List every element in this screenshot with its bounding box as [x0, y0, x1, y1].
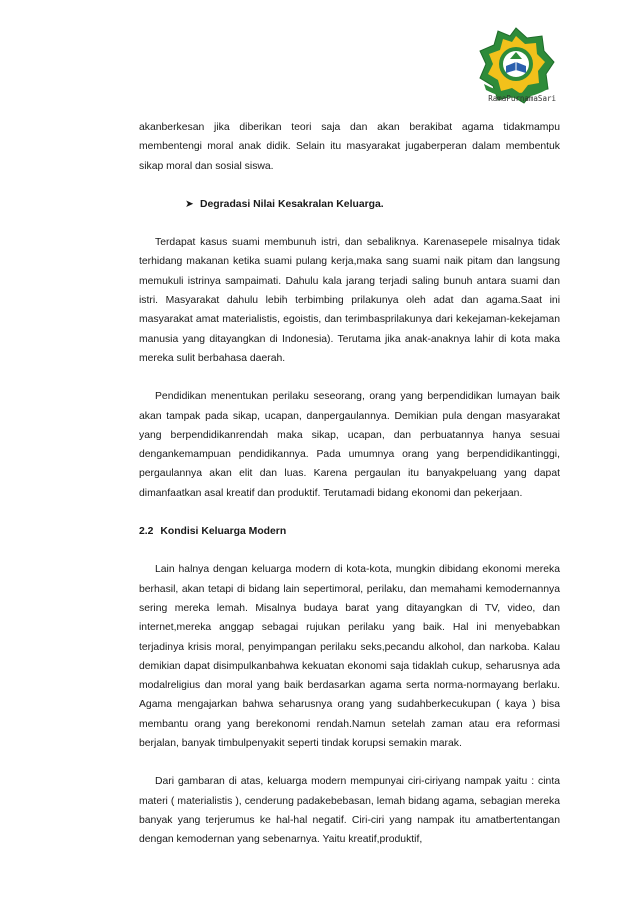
paragraph-5-text: Dari gambaran di atas, keluarga modern mempunyai ciri-ciriyang nampak yaitu : cinta materi ( materialistis ), cenderung padakebebasan, lemah bidang agama, sebagian mereka banyak yang terjerumus ke hal-hal negatif. Ciri-ciri yang nampak itu amatbertentangan dengan kemodernan yang sebenarnya. Yaitu kreatif,produktif, [139, 776, 560, 846]
paragraph-3-text: Pendidikan menentukan perilaku seseorang, orang yang berpendidikan lumayan baik akan tampak pada sikap, ucapan, danpergaulannya. Demikian pula dengan masyarakat yang berpendidikanrendah maka sikap, ucapan, dan perbuatannya hanya sesuai dengankemampuan pendidikannya. Pada umumnya orang yang berpendidikantinggi, pergaulannya akan elit dan luas. Karena pergaulan itu banyakpeluang yang dapat dimanfaatkan asal kreatif dan produktif. Terutamadi bidang ekonomi dan pekerjaan. [139, 391, 560, 499]
paragraph-2-text: Terdapat kasus suami membunuh istri, dan sebaliknya. Karenasepele misalnya tidak terhidang makanan ketika suami pulang kerja,maka sang suami naik pitam dan langsung memukuli istrinya sampaimati. Dahulu kala jarang terjadi saling bunuh antara suami dan istri. Masyarakat dahulu lebih terbimbing prilakunya oleh adat dan agama.Saat ini masyarakat amat materialistis, egoistis, dan terimbasprilakunya dari kekejaman-kekejaman manusia yang ditayangkan di Indonesia). Terutama jika anak-anaknya lahir di kota maka mereka sulit berbahasa daerah. [139, 237, 560, 364]
paragraph-3 [139, 387, 560, 503]
section-heading [139, 522, 560, 541]
paragraph-1: akanberkesan jika diberikan teori saja dan akan berakibat agama tidakmampu membentengi moral anak didik. Selain itu masyarakat jugaberperan dalam membentuk sikap moral dan sosial siswa. [139, 122, 560, 172]
paragraph-5 [139, 772, 560, 849]
document-body [139, 118, 560, 850]
bullet-text: Degradasi Nilai Kesakralan Keluarga. [200, 198, 384, 210]
paragraph-4 [139, 560, 560, 753]
paragraph-2 [139, 233, 560, 368]
section-number: 2.2 [139, 526, 154, 538]
arrow-bullet-icon: ➤ [185, 198, 194, 210]
bullet-item [139, 195, 560, 214]
logo-caption: RamaPurnamaSari [488, 94, 556, 103]
paragraph-4-text: Lain halnya dengan keluarga modern di kota-kota, mungkin dibidang ekonomi mereka berhasil, akan tetapi di bidang lain sepertimoral, perilaku, dan memahami kemodernannya sering mereka lemah. Misalnya budaya barat yang ditayangkan di TV, video, dan internet,mereka anggap sebagai rujukan perilaku yang baik. Hal ini menyebabkan terjadinya krisis moral, penyimpangan perilaku seks,pecandu alkohol, dan narkoba. Kalau demikian dapat disimpulkanbahwa kekuatan ekonomi saja tidaklah cukup, seharusnya ada modalreligius dan moral yang baik berdasarkan agama serta norma-normayang berlaku. Agama mengajarkan bahwa seharusnya orang yang sudahberkecukupan ( kaya ) bisa membantu orang yang berekonomi rendah.Namun setelah zaman atau era reformasi berjalan, banyak timbulpenyakit seperti tindak korupsi semakin marak. [139, 564, 560, 750]
section-title: Kondisi Keluarga Modern [160, 526, 287, 538]
